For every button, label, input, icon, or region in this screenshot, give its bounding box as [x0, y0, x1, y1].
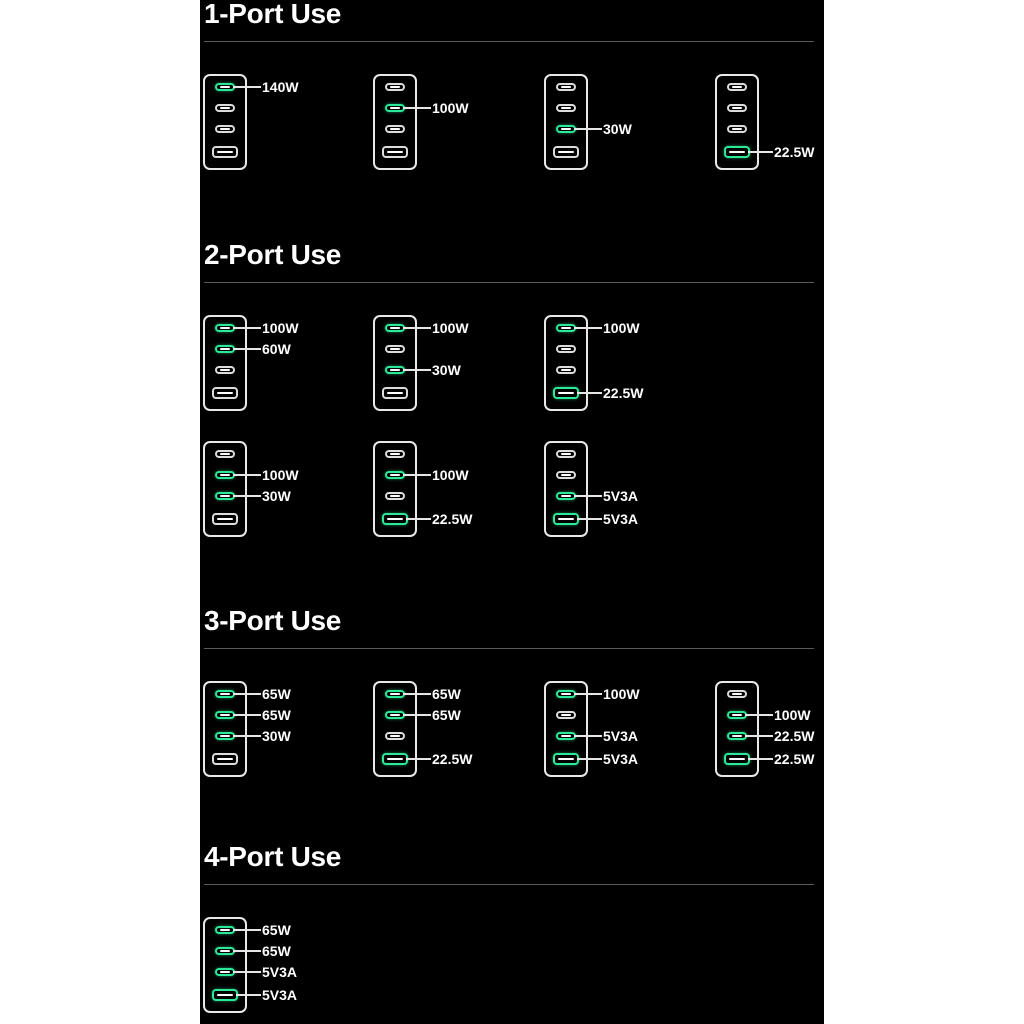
- usb-c-port-icon: [727, 711, 747, 719]
- usb-c-port-icon: [215, 83, 235, 91]
- charger-icon: [544, 315, 588, 411]
- usb-c-port-icon: [727, 83, 747, 91]
- section-divider: [204, 41, 814, 42]
- usb-c-port-icon: [215, 711, 235, 719]
- leader-line: [406, 758, 431, 760]
- section-divider: [204, 282, 814, 283]
- leader-line: [406, 518, 431, 520]
- charger-icon: [373, 681, 417, 777]
- section-divider: [204, 648, 814, 649]
- port-power-label: 65W: [262, 922, 291, 938]
- port-power-label: 100W: [432, 467, 469, 483]
- charger-icon: [715, 681, 759, 777]
- port-power-label: 22.5W: [774, 144, 815, 160]
- section-divider: [204, 884, 814, 885]
- leader-line: [233, 714, 261, 716]
- section-title: 2-Port Use: [204, 239, 342, 270]
- leader-line: [233, 929, 261, 931]
- usb-a-port-icon: [212, 513, 238, 525]
- leader-line: [233, 327, 261, 329]
- port-power-label: 65W: [262, 707, 291, 723]
- usb-a-port-icon: [724, 753, 750, 765]
- usb-c-port-icon: [385, 83, 405, 91]
- usb-c-port-icon: [385, 732, 405, 740]
- section-title: 1-Port Use: [204, 0, 342, 29]
- charger-icon: [373, 74, 417, 170]
- usb-c-port-icon: [556, 104, 576, 112]
- port-power-label: 60W: [262, 341, 291, 357]
- usb-c-port-icon: [385, 324, 405, 332]
- usb-c-port-icon: [385, 366, 405, 374]
- port-power-label: 22.5W: [603, 385, 644, 401]
- usb-c-port-icon: [556, 125, 576, 133]
- port-power-label: 5V3A: [603, 728, 639, 744]
- leader-line: [577, 518, 602, 520]
- port-power-label: 100W: [774, 707, 811, 723]
- usb-a-port-icon: [382, 513, 408, 525]
- usb-c-port-icon: [556, 83, 576, 91]
- leader-line: [233, 693, 261, 695]
- leader-line: [577, 392, 602, 394]
- port-power-label: 100W: [432, 320, 469, 336]
- usb-c-port-icon: [215, 125, 235, 133]
- leader-line: [233, 735, 261, 737]
- usb-a-port-icon: [553, 753, 579, 765]
- usb-a-port-icon: [724, 146, 750, 158]
- usb-a-port-icon: [553, 146, 579, 158]
- leader-line: [233, 474, 261, 476]
- port-power-label: 22.5W: [774, 728, 815, 744]
- leader-line: [403, 474, 431, 476]
- port-power-label: 22.5W: [774, 751, 815, 767]
- usb-c-port-icon: [215, 492, 235, 500]
- charger-icon: [203, 681, 247, 777]
- leader-line: [403, 369, 431, 371]
- usb-c-port-icon: [385, 450, 405, 458]
- charger-icon: [373, 441, 417, 537]
- port-power-label: 140W: [262, 79, 299, 95]
- port-power-label: 5V3A: [603, 751, 639, 767]
- leader-line: [403, 107, 431, 109]
- port-power-label: 100W: [432, 100, 469, 116]
- leader-line: [574, 128, 602, 130]
- charger-icon: [544, 681, 588, 777]
- port-power-label: 5V3A: [262, 964, 298, 980]
- usb-c-port-icon: [727, 732, 747, 740]
- charger-icon: [544, 441, 588, 537]
- usb-c-port-icon: [556, 690, 576, 698]
- usb-a-port-icon: [212, 989, 238, 1001]
- usb-a-port-icon: [382, 146, 408, 158]
- usb-c-port-icon: [215, 450, 235, 458]
- charger-icon: [203, 441, 247, 537]
- usb-c-port-icon: [385, 492, 405, 500]
- usb-c-port-icon: [215, 324, 235, 332]
- leader-line: [577, 758, 602, 760]
- usb-c-port-icon: [215, 926, 235, 934]
- usb-c-port-icon: [556, 450, 576, 458]
- usb-c-port-icon: [556, 711, 576, 719]
- usb-c-port-icon: [385, 711, 405, 719]
- charger-icon: [544, 74, 588, 170]
- leader-line: [233, 495, 261, 497]
- leader-line: [748, 758, 773, 760]
- port-power-label: 30W: [262, 488, 291, 504]
- usb-c-port-icon: [556, 471, 576, 479]
- leader-line: [403, 693, 431, 695]
- usb-c-port-icon: [385, 125, 405, 133]
- usb-a-port-icon: [382, 753, 408, 765]
- usb-a-port-icon: [553, 387, 579, 399]
- usb-c-port-icon: [556, 492, 576, 500]
- usb-c-port-icon: [385, 104, 405, 112]
- charger-icon: [373, 315, 417, 411]
- usb-c-port-icon: [215, 471, 235, 479]
- charger-icon: [203, 315, 247, 411]
- usb-c-port-icon: [215, 690, 235, 698]
- usb-c-port-icon: [215, 947, 235, 955]
- usb-c-port-icon: [215, 366, 235, 374]
- port-power-label: 30W: [432, 362, 461, 378]
- leader-line: [574, 735, 602, 737]
- port-power-label: 65W: [262, 686, 291, 702]
- charger-icon: [203, 917, 247, 1013]
- port-usage-panel: [200, 0, 824, 1024]
- leader-line: [574, 327, 602, 329]
- charger-icon: [715, 74, 759, 170]
- usb-c-port-icon: [727, 125, 747, 133]
- usb-c-port-icon: [215, 345, 235, 353]
- port-power-label: 100W: [262, 320, 299, 336]
- usb-c-port-icon: [556, 366, 576, 374]
- port-power-label: 100W: [603, 686, 640, 702]
- usb-c-port-icon: [556, 324, 576, 332]
- port-power-label: 5V3A: [603, 511, 639, 527]
- section-title: 4-Port Use: [204, 841, 342, 872]
- leader-line: [745, 735, 773, 737]
- leader-line: [745, 714, 773, 716]
- leader-line: [233, 86, 261, 88]
- leader-line: [403, 714, 431, 716]
- usb-a-port-icon: [212, 146, 238, 158]
- charger-icon: [203, 74, 247, 170]
- usb-c-port-icon: [385, 690, 405, 698]
- leader-line: [233, 971, 261, 973]
- usb-a-port-icon: [212, 387, 238, 399]
- usb-c-port-icon: [215, 104, 235, 112]
- port-power-label: 30W: [262, 728, 291, 744]
- port-power-label: 65W: [262, 943, 291, 959]
- usb-c-port-icon: [215, 732, 235, 740]
- section-title: 3-Port Use: [204, 605, 342, 636]
- leader-line: [236, 994, 261, 996]
- leader-line: [233, 348, 261, 350]
- port-power-label: 22.5W: [432, 751, 473, 767]
- usb-c-port-icon: [385, 471, 405, 479]
- leader-line: [574, 495, 602, 497]
- port-power-label: 22.5W: [432, 511, 473, 527]
- usb-c-port-icon: [556, 345, 576, 353]
- port-power-label: 5V3A: [262, 987, 298, 1003]
- usb-c-port-icon: [385, 345, 405, 353]
- port-power-label: 5V3A: [603, 488, 639, 504]
- port-power-label: 30W: [603, 121, 632, 137]
- port-power-label: 65W: [432, 707, 461, 723]
- usb-a-port-icon: [553, 513, 579, 525]
- leader-line: [574, 693, 602, 695]
- usb-c-port-icon: [727, 690, 747, 698]
- usb-a-port-icon: [382, 387, 408, 399]
- leader-line: [748, 151, 773, 153]
- usb-c-port-icon: [727, 104, 747, 112]
- port-power-label: 65W: [432, 686, 461, 702]
- leader-line: [403, 327, 431, 329]
- usb-c-port-icon: [556, 732, 576, 740]
- leader-line: [233, 950, 261, 952]
- port-power-label: 100W: [262, 467, 299, 483]
- usb-c-port-icon: [215, 968, 235, 976]
- usb-a-port-icon: [212, 753, 238, 765]
- port-power-label: 100W: [603, 320, 640, 336]
